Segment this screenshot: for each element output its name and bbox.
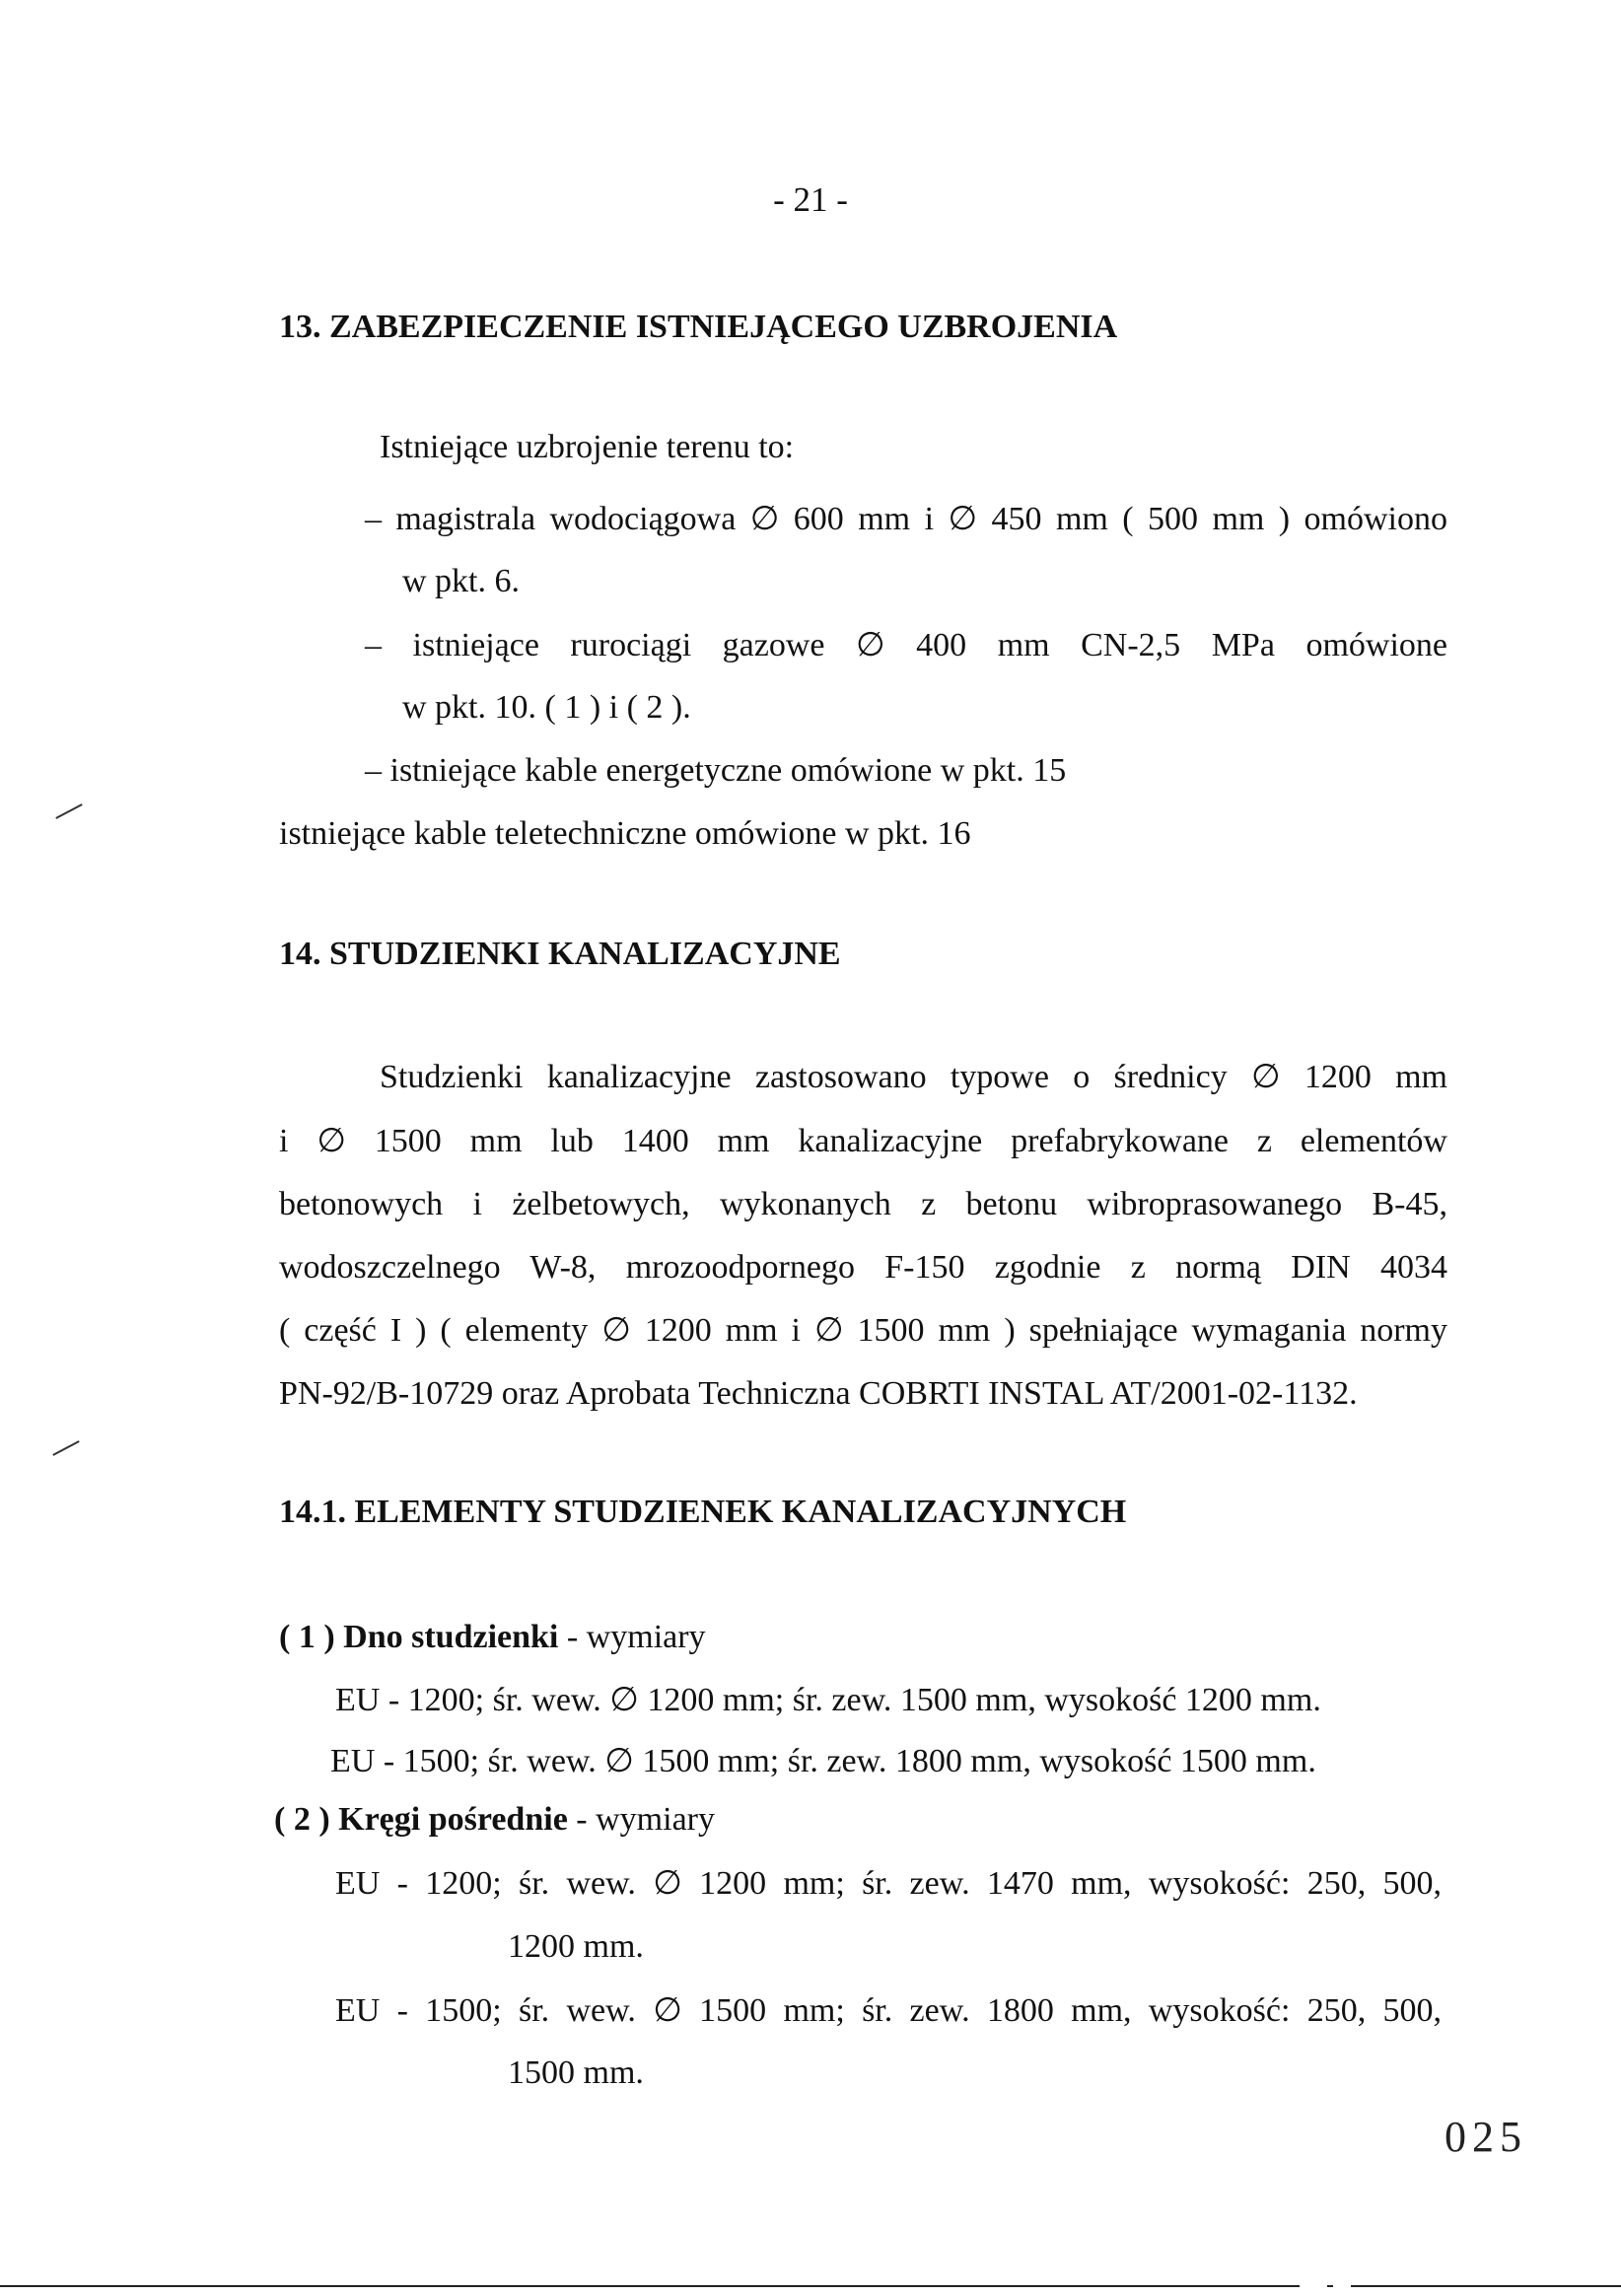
page-number: - 21 -	[773, 180, 848, 219]
section-13-item-4: istniejące kable teletechniczne omówione w pkt. 16	[279, 815, 971, 852]
scan-edge-gap	[1333, 2283, 1351, 2289]
scan-edge-rule	[0, 2285, 1621, 2287]
section-14-1-item-1-line-2: EU - 1500; śr. wew. ∅ 1500 mm; śr. zew. 1800 mm, wysokość 1500 mm.	[330, 1743, 1316, 1779]
section-13-item-1-line-1: – magistrala wodociągowa ∅ 600 mm i ∅ 450 mm ( 500 mm ) omówiono	[365, 501, 1447, 537]
section-14-line-6: PN-92/B-10729 oraz Aprobata Techniczna COBRTI INSTAL AT/2001-02-1132.	[279, 1375, 1358, 1412]
section-14-heading: 14. STUDZIENKI KANALIZACYJNE	[279, 936, 841, 972]
section-14-line-1: Studzienki kanalizacyjne zastosowano typowe o średnicy ∅ 1200 mm	[380, 1059, 1447, 1095]
section-14-1-item-2-a-line-1: EU - 1200; śr. wew. ∅ 1200 mm; śr. zew. 1470 mm, wysokość: 250, 500,	[335, 1865, 1442, 1902]
section-14-1-item-2-a-line-2: 1200 mm.	[508, 1928, 644, 1965]
section-13-item-2-line-1: – istniejące rurociągi gazowe ∅ 400 mm CN-2,5 MPa omówione	[365, 627, 1447, 663]
section-14-1-item-1-line-1: EU - 1200; śr. wew. ∅ 1200 mm; śr. zew. 1500 mm, wysokość 1200 mm.	[335, 1682, 1321, 1718]
section-13-item-2-line-2: w pkt. 10. ( 1 ) i ( 2 ).	[402, 689, 691, 726]
section-14-line-4: wodoszczelnego W-8, mrozoodpornego F-150 zgodnie z normą DIN 4034	[279, 1249, 1447, 1286]
section-14-1-item-2-b-line-1: EU - 1500; śr. wew. ∅ 1500 mm; śr. zew. 1800 mm, wysokość: 250, 500,	[335, 1992, 1442, 2029]
section-14-line-2: i ∅ 1500 mm lub 1400 mm kanalizacyjne prefabrykowane z elementów	[279, 1123, 1447, 1159]
section-13-item-3: – istniejące kable energetyczne omówione w pkt. 15	[365, 752, 1067, 789]
page-stamp: 025	[1445, 2113, 1527, 2161]
section-13-item-1-line-2: w pkt. 6.	[402, 563, 520, 599]
margin-tick-mark	[55, 803, 82, 819]
item-1-suffix: - wymiary	[558, 1619, 706, 1655]
section-14-line-5: ( część I ) ( elementy ∅ 1200 mm i ∅ 1500 mm ) spełniające wymagania normy	[279, 1312, 1447, 1349]
section-14-1-item-1-title	[279, 1618, 706, 1658]
section-14-line-3: betonowych i żelbetowych, wykonanych z betonu wibroprasowanego B-45,	[279, 1186, 1447, 1222]
margin-tick-mark	[52, 1440, 79, 1456]
section-14-1-item-2-b-line-2: 1500 mm.	[508, 2054, 644, 2091]
scan-edge-gap	[1300, 2283, 1327, 2289]
section-14-1-heading: 14.1. ELEMENTY STUDZIENEK KANALIZACYJNYCH	[279, 1494, 1127, 1530]
section-14-1-item-2-title	[274, 1800, 715, 1841]
item-2-suffix: - wymiary	[567, 1801, 715, 1838]
item-1-label: ( 1 ) Dno studzienki	[279, 1619, 559, 1655]
section-13-heading: 13. ZABEZPIECZENIE ISTNIEJĄCEGO UZBROJENIA	[279, 309, 1118, 345]
item-2-label: ( 2 ) Kręgi pośrednie	[274, 1801, 568, 1838]
section-13-intro: Istniejące uzbrojenie terenu to:	[380, 429, 795, 465]
